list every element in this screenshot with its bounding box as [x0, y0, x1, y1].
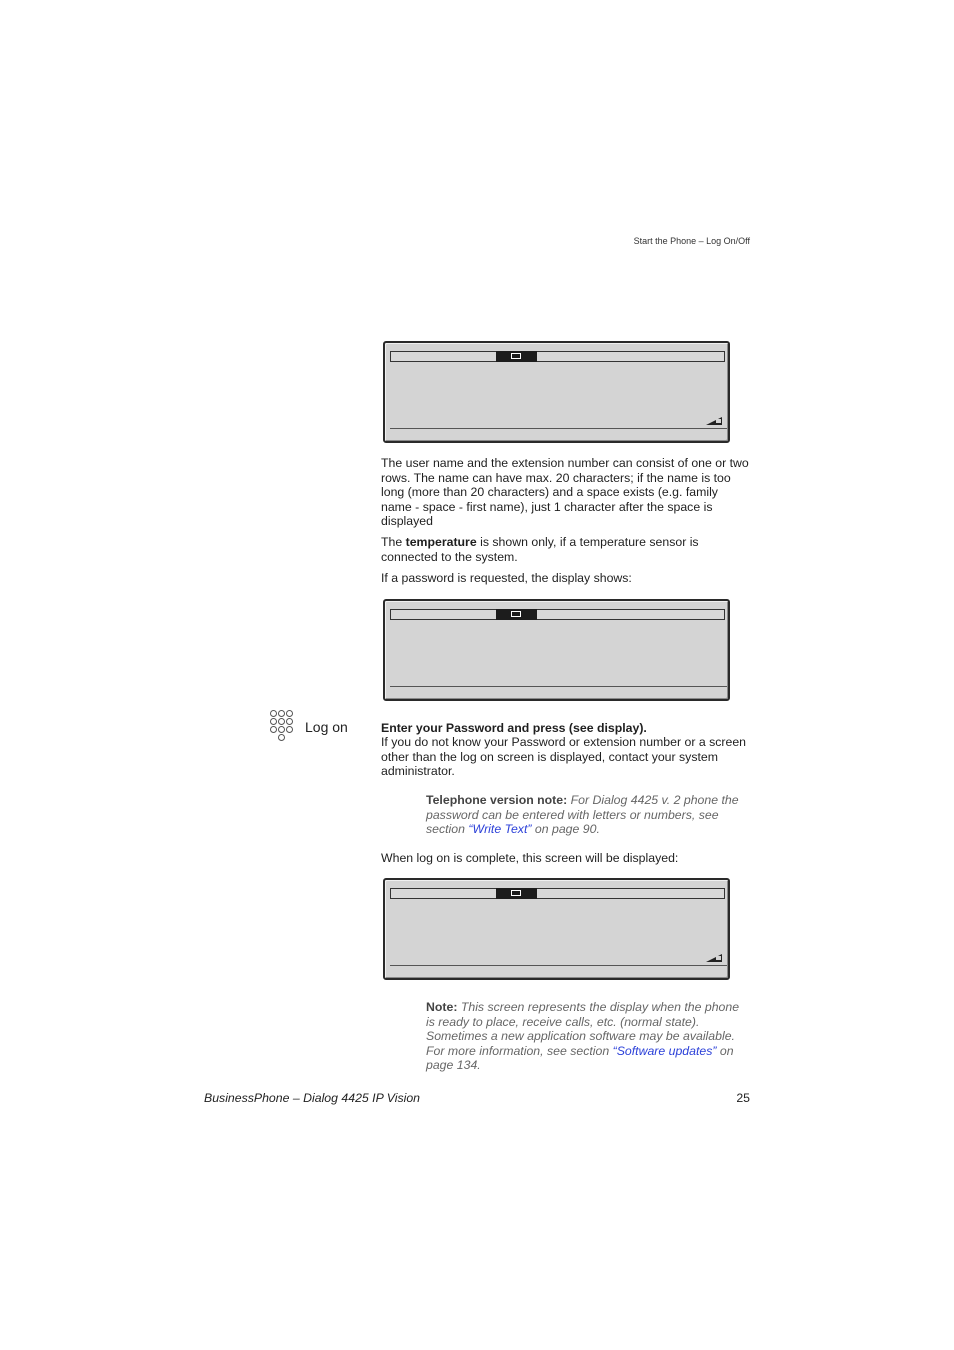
screen-icon: [511, 611, 521, 617]
paragraph-name-rules: The user name and the extension number can consist of one or two rows. The name can have max. 20 characters; if the name is too long (more than 20 characters) and a space exists (e.g. family name - space - first name), just 1 character after the space is displayed: [381, 456, 749, 529]
software-updates-link[interactable]: “Software updates”: [612, 1043, 717, 1058]
note-text: For Dialog 4425 v. 2 phone the password can be entered with letters or numbers, see section: [426, 793, 739, 837]
temperature-suffix: is shown only, if a temperature sensor is connected to the system.: [381, 535, 699, 564]
write-text-link[interactable]: “Write Text”: [468, 822, 532, 837]
note-label: Telephone version note:: [426, 793, 568, 807]
note-label: Note:: [426, 1000, 458, 1014]
page-number: 25: [736, 1091, 750, 1105]
footer-title: BusinessPhone – Dialog 4425 IP Vision: [204, 1091, 421, 1105]
note-normal-state: [426, 1000, 751, 1073]
display-tab: [496, 351, 537, 362]
display-divider: [390, 686, 727, 687]
note-text: This screen represents the display when the phone is ready to place, receive calls, etc. (normal state). Sometimes a new application software may be available. For more information, see section: [426, 1000, 740, 1058]
running-header: Start the Phone – Log On/Off: [633, 236, 750, 246]
paragraph-password: If a password is requested, the display shows:: [381, 571, 632, 585]
note-text-end: on page 90.: [531, 822, 600, 837]
logon-text: If you do not know your Password or extension number or a screen other than the log on screen is displayed, contact your system administrator.: [381, 735, 746, 779]
display-divider: [390, 428, 727, 429]
display-status-bar: [390, 888, 725, 899]
signal-icon: [706, 954, 722, 962]
phone-display-password: [383, 599, 730, 701]
display-status-bar: [390, 609, 725, 620]
telephone-version-note: [426, 793, 751, 837]
paragraph-complete: When log on is complete, this screen will be displayed:: [381, 851, 679, 865]
log-on-label: Log on: [305, 719, 348, 735]
screen-icon: [511, 890, 521, 896]
phone-display-ready: [383, 878, 730, 980]
display-tab: [496, 888, 537, 899]
display-divider: [390, 965, 727, 966]
keypad-icon: [270, 710, 296, 744]
display-status-bar: [390, 351, 725, 362]
display-tab: [496, 609, 537, 620]
temperature-bold: temperature: [405, 535, 477, 549]
screen-icon: [511, 353, 521, 359]
logon-heading: Enter your Password and press (see display).: [381, 721, 647, 735]
temperature-prefix: The: [381, 535, 406, 549]
paragraph-temperature: [381, 535, 751, 564]
note-text-end: on page 134.: [426, 1043, 734, 1073]
phone-display-idle-top: [383, 341, 730, 443]
signal-icon: [706, 417, 722, 425]
